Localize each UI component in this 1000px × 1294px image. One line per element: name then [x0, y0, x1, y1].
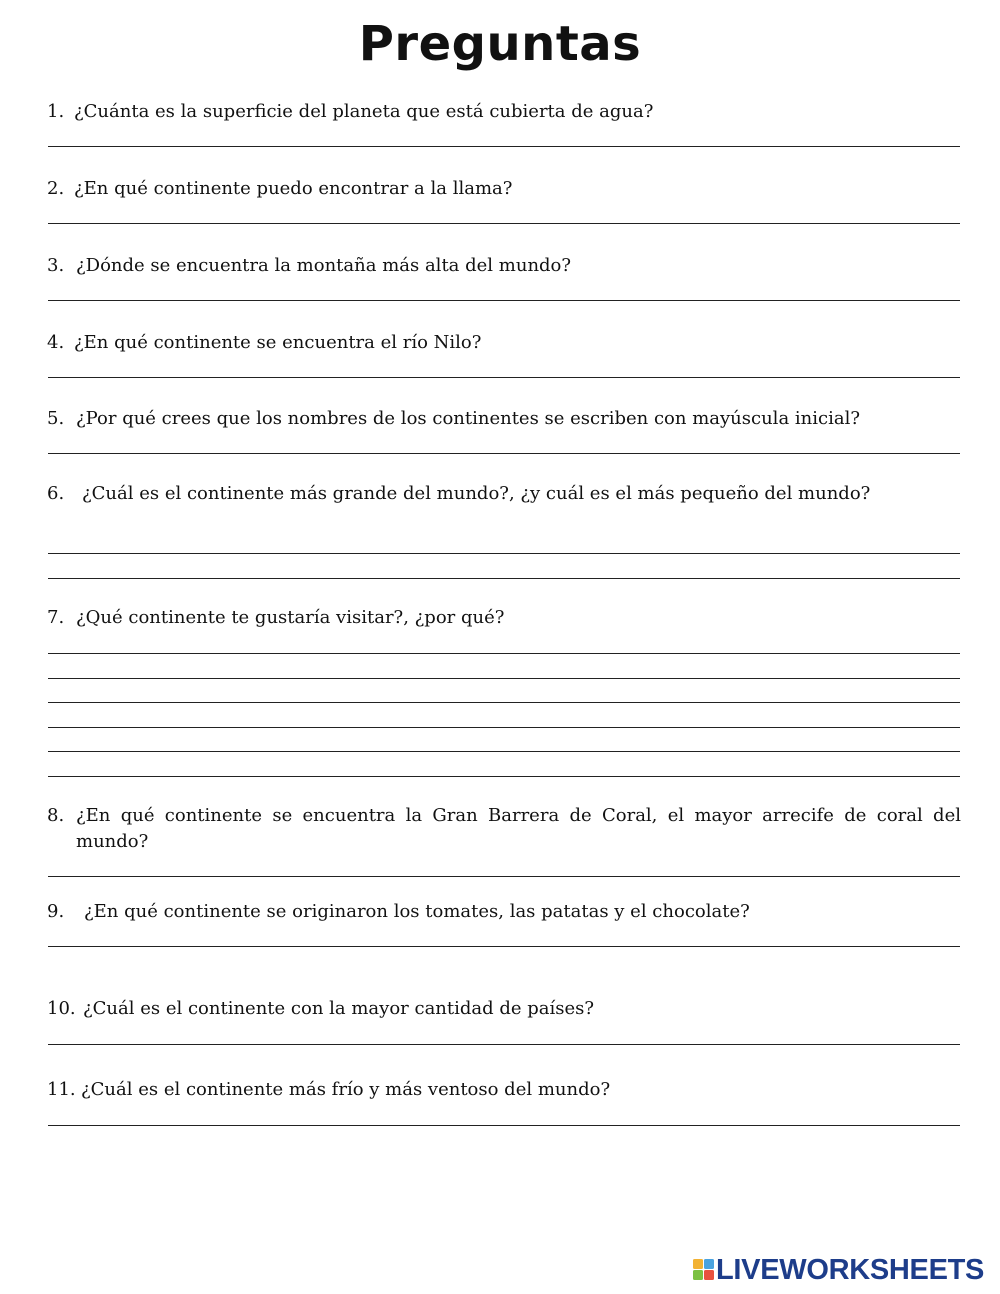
answer-line-7c[interactable] [48, 702, 960, 703]
answer-line-6b[interactable] [48, 578, 960, 579]
question-11-text: ¿Cuál es el continente más frío y más ventoso del mundo? [81, 1079, 611, 1100]
question-9-text: ¿En qué continente se originaron los tomates, las patatas y el chocolate? [84, 901, 750, 922]
question-2-text: ¿En qué continente puedo encontrar a la llama? [74, 178, 513, 199]
answer-line-2[interactable] [48, 223, 960, 224]
answer-line-4[interactable] [48, 377, 960, 378]
liveworksheets-brand [692, 1255, 992, 1285]
logo-tile-3 [693, 1270, 703, 1280]
answer-line-6a[interactable] [48, 553, 960, 554]
question-4-text: ¿En qué continente se encuentra el río Nilo? [74, 332, 482, 353]
question-10-text: ¿Cuál es el continente con la mayor cantidad de países? [83, 998, 595, 1019]
question-10-number: 10. [47, 998, 76, 1019]
answer-line-1[interactable] [48, 146, 960, 147]
liveworksheets-wordmark: LIVEWORKSHEETS [716, 1254, 985, 1286]
page-title: Preguntas [358, 16, 642, 72]
question-6-number: 6. [47, 483, 65, 504]
question-3-number: 3. [47, 255, 65, 276]
liveworksheets-logo-icon [692, 1258, 716, 1282]
question-8-number: 8. [47, 805, 65, 826]
answer-line-8[interactable] [48, 876, 960, 877]
question-11-number: 11. [47, 1079, 76, 1100]
logo-tile-4 [704, 1270, 714, 1280]
logo-tile-2 [704, 1259, 714, 1269]
question-3-text: ¿Dónde se encuentra la montaña más alta del mundo? [76, 255, 572, 276]
question-2-number: 2. [47, 178, 65, 199]
answer-line-11[interactable] [48, 1125, 960, 1126]
question-1-number: 1. [47, 101, 65, 122]
answer-line-7a[interactable] [48, 653, 960, 654]
logo-tile-1 [693, 1259, 703, 1269]
answer-line-7d[interactable] [48, 727, 960, 728]
answer-line-5[interactable] [48, 453, 960, 454]
question-7-number: 7. [47, 607, 65, 628]
question-6-text: ¿Cuál es el continente más grande del mundo?, ¿y cuál es el más pequeño del mundo? [82, 483, 871, 504]
question-4-number: 4. [47, 332, 65, 353]
answer-line-7e[interactable] [48, 751, 960, 752]
question-8-text: ¿En qué continente se encuentra la Gran Barrera de Coral, el mayor arrecife de coral del mundo? [76, 805, 961, 852]
answer-line-10[interactable] [48, 1044, 960, 1045]
question-1-text: ¿Cuánta es la superficie del planeta que está cubierta de agua? [74, 101, 654, 122]
question-5-number: 5. [47, 408, 65, 429]
answer-line-7b[interactable] [48, 678, 960, 679]
answer-line-9[interactable] [48, 946, 960, 947]
question-5-text: ¿Por qué crees que los nombres de los continentes se escriben con mayúscula inicial? [76, 408, 860, 429]
answer-line-7f[interactable] [48, 776, 960, 777]
answer-line-3[interactable] [48, 300, 960, 301]
question-9-number: 9. [47, 901, 65, 922]
question-7-text: ¿Qué continente te gustaría visitar?, ¿por qué? [76, 607, 505, 628]
